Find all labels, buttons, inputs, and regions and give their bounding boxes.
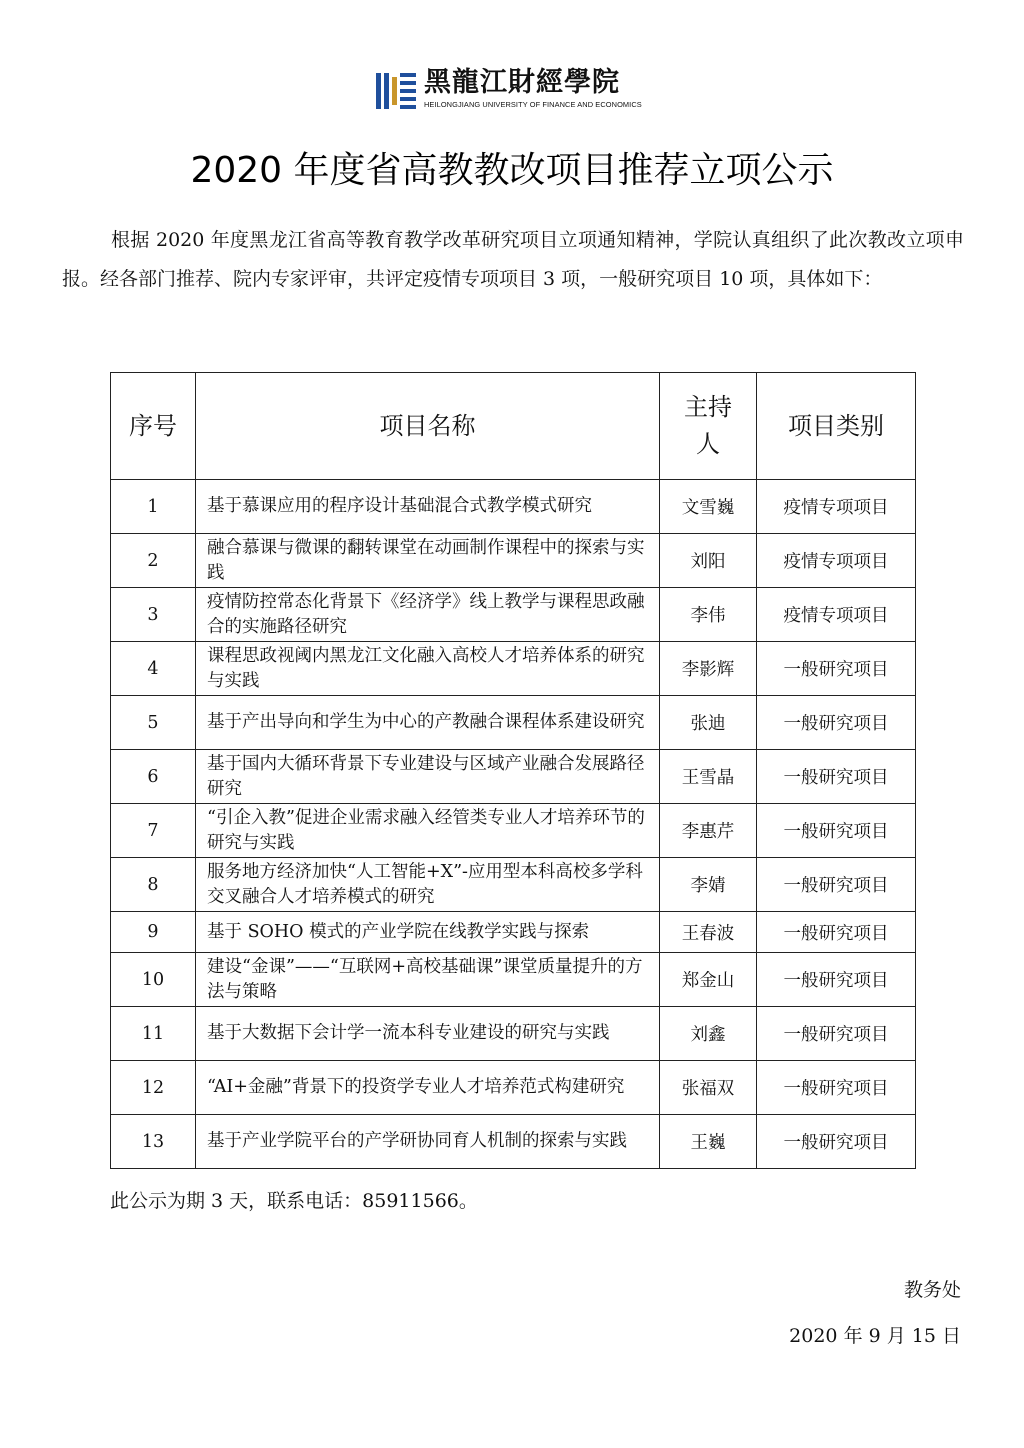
row-project-name: 疫情防控常态化背景下《经济学》线上教学与课程思政融合的实施路径研究: [196, 588, 660, 642]
row-host: 王春波: [660, 912, 757, 953]
logo-stripe-5: [400, 105, 416, 109]
row-no: 9: [111, 912, 196, 953]
row-project-name: 基于国内大循环背景下专业建设与区域产业融合发展路径研究: [196, 750, 660, 804]
logo-stripe-3: [400, 89, 416, 93]
row-no: 3: [111, 588, 196, 642]
row-category: 一般研究项目: [757, 858, 916, 912]
closing-note: 此公示为期 3 天，联系电话：85911566。: [110, 1190, 478, 1212]
row-host: 李惠芹: [660, 804, 757, 858]
row-host: 刘阳: [660, 534, 757, 588]
row-project-name: 融合慕课与微课的翻转课堂在动画制作课程中的探索与实践: [196, 534, 660, 588]
row-project-name: “引企入教”促进企业需求融入经管类专业人才培养环节的研究与实践: [196, 804, 660, 858]
row-host: 王巍: [660, 1115, 757, 1169]
row-category: 一般研究项目: [757, 953, 916, 1007]
row-no: 8: [111, 858, 196, 912]
row-no: 7: [111, 804, 196, 858]
row-category: 疫情专项项目: [757, 480, 916, 534]
row-host: 张福双: [660, 1061, 757, 1115]
table-row: [111, 588, 916, 642]
row-category: 一般研究项目: [757, 696, 916, 750]
row-category: 一般研究项目: [757, 1007, 916, 1061]
logo-stripe-2: [400, 81, 416, 85]
row-project-name: 基于产出导向和学生为中心的产教融合课程体系建设研究: [196, 696, 660, 750]
intro-paragraph: 根据 2020 年度黑龙江省高等教育教学改革研究项目立项通知精神，学院认真组织了此次教改立项申报。经各部门推荐、院内专家评审，共评定疫情专项项目 3 项，一般研究项目 10 项，具体如下：: [62, 229, 964, 290]
row-project-name: 基于慕课应用的程序设计基础混合式教学模式研究: [196, 480, 660, 534]
table-row: [111, 953, 916, 1007]
table-row: [111, 750, 916, 804]
row-project-name: 服务地方经济加快“人工智能+X”-应用型本科高校多学科交叉融合人才培养模式的研究: [196, 858, 660, 912]
table-row: [111, 858, 916, 912]
row-project-name: “AI+金融”背景下的投资学专业人才培养范式构建研究: [196, 1061, 660, 1115]
logo-chinese-name: 黑龍江財經學院: [424, 67, 620, 98]
row-category: 一般研究项目: [757, 750, 916, 804]
institution-logo: [376, 68, 666, 112]
row-host: 李伟: [660, 588, 757, 642]
row-host: 刘鑫: [660, 1007, 757, 1061]
logo-bar-blue-1: [376, 73, 381, 109]
header-no: 序号: [111, 373, 196, 480]
row-no: 5: [111, 696, 196, 750]
row-no: 11: [111, 1007, 196, 1061]
row-no: 13: [111, 1115, 196, 1169]
issuer-office: 教务处: [903, 1279, 961, 1301]
row-no: 6: [111, 750, 196, 804]
row-project-name: 建设“金课”——“互联网+高校基础课”课堂质量提升的方法与策略: [196, 953, 660, 1007]
page-title: 2020 年度省高教教改项目推荐立项公示: [190, 150, 834, 191]
row-category: 一般研究项目: [757, 642, 916, 696]
row-project-name: 基于大数据下会计学一流本科专业建设的研究与实践: [196, 1007, 660, 1061]
table-row: [111, 912, 916, 953]
table-row: [111, 642, 916, 696]
header-name: 项目名称: [196, 373, 660, 480]
row-host: 文雪巍: [660, 480, 757, 534]
row-host: 王雪晶: [660, 750, 757, 804]
logo-stripe-1: [400, 73, 416, 77]
logo-bar-blue-2: [384, 73, 389, 109]
issue-date: 2020 年 9 月 15 日: [789, 1325, 961, 1347]
row-no: 1: [111, 480, 196, 534]
logo-bar-gold-1: [392, 77, 397, 105]
table-row: [111, 804, 916, 858]
table-row: [111, 1061, 916, 1115]
table-header-row: [111, 373, 916, 480]
row-category: 疫情专项项目: [757, 534, 916, 588]
row-category: 一般研究项目: [757, 1061, 916, 1115]
row-no: 12: [111, 1061, 196, 1115]
row-no: 10: [111, 953, 196, 1007]
table-row: [111, 696, 916, 750]
table-row: [111, 534, 916, 588]
table-row: [111, 1115, 916, 1169]
row-host: 郑金山: [660, 953, 757, 1007]
logo-english-name: HEILONGJIANG UNIVERSITY OF FINANCE AND ECONOMICS: [424, 100, 642, 109]
header-host: 主持人: [660, 373, 757, 480]
row-no: 2: [111, 534, 196, 588]
row-project-name: 基于 SOHO 模式的产业学院在线教学实践与探索: [196, 912, 660, 953]
row-host: 李影辉: [660, 642, 757, 696]
row-project-name: 基于产业学院平台的产学研协同育人机制的探索与实践: [196, 1115, 660, 1169]
logo-stripe-4: [400, 97, 416, 101]
row-project-name: 课程思政视阈内黑龙江文化融入高校人才培养体系的研究与实践: [196, 642, 660, 696]
projects-table: [110, 372, 916, 1169]
header-category: 项目类别: [757, 373, 916, 480]
row-category: 一般研究项目: [757, 1115, 916, 1169]
row-category: 一般研究项目: [757, 804, 916, 858]
row-category: 一般研究项目: [757, 912, 916, 953]
table-row: [111, 480, 916, 534]
row-host: 张迪: [660, 696, 757, 750]
row-host: 李婧: [660, 858, 757, 912]
logo-mark-icon: [376, 71, 416, 111]
row-category: 疫情专项项目: [757, 588, 916, 642]
table-row: [111, 1007, 916, 1061]
row-no: 4: [111, 642, 196, 696]
